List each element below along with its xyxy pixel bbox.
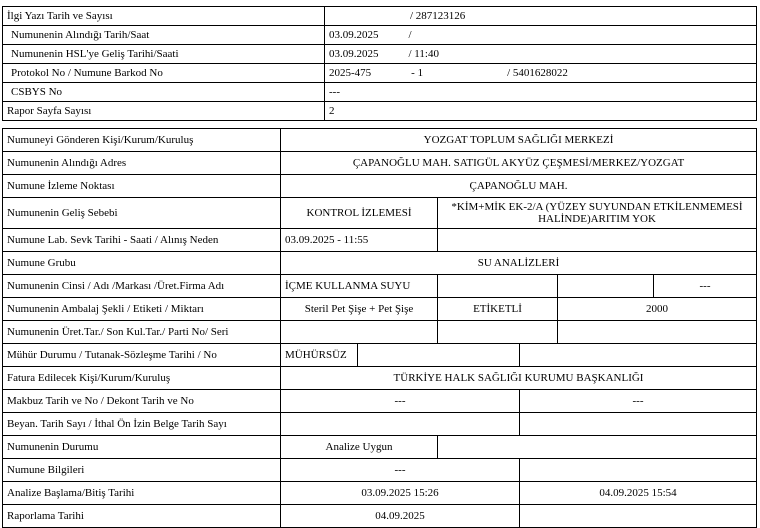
field-label: Raporlama Tarihi	[3, 505, 281, 528]
sample-brand	[558, 275, 654, 298]
packaging-type: Steril Pet Şişe + Pet Şişe	[281, 298, 438, 321]
reference-number: / 287123126	[410, 10, 466, 22]
field-label: İlgi Yazı Tarih ve Sayısı	[3, 7, 325, 26]
field-label: Numunenin Cinsi / Adı /Markası /Üret.Firma Adı	[3, 275, 281, 298]
protocol-part: - 1	[411, 67, 424, 79]
field-label: Numunenin Durumu	[3, 436, 281, 459]
table-row	[3, 129, 757, 152]
declaration-value	[281, 413, 520, 436]
receipt-value: ---	[281, 390, 520, 413]
field-label: Protokol No / Numune Barkod No	[3, 64, 325, 83]
field-value: ---	[325, 83, 757, 102]
field-label: Numune Lab. Sevk Tarihi - Saati / Alınış Neden	[3, 229, 281, 252]
table-row	[3, 45, 757, 64]
table-row	[3, 198, 757, 229]
condition-value: Analize Uygun	[281, 436, 438, 459]
minutes-date	[358, 344, 520, 367]
sample-name	[438, 275, 558, 298]
table-row	[3, 367, 757, 390]
field-label: Makbuz Tarih ve No / Dekont Tarih ve No	[3, 390, 281, 413]
lab-ship-reason	[438, 229, 757, 252]
table-row	[3, 26, 757, 45]
sample-kind: İÇME KULLANMA SUYU	[281, 275, 438, 298]
analysis-end: 04.09.2025 15:54	[520, 482, 757, 505]
report-date-extra	[520, 505, 757, 528]
field-label: Numunenin Üret.Tar./ Son Kul.Tar./ Parti No/ Seri	[3, 321, 281, 344]
field-label: Numune Bilgileri	[3, 459, 281, 482]
info-value: ---	[281, 459, 520, 482]
collection-date: 03.09.2025	[329, 29, 379, 41]
report-date-value: 04.09.2025	[281, 505, 520, 528]
lab-ship-value: 03.09.2025 - 11:55	[281, 229, 438, 252]
field-label: Mühür Durumu / Tutanak-Sözleşme Tarihi / No	[3, 344, 281, 367]
field-value	[325, 26, 757, 45]
field-value	[325, 64, 757, 83]
table-row	[3, 459, 757, 482]
field-label: Numunenin Alındığı Adres	[3, 152, 281, 175]
sample-header-table	[2, 6, 757, 121]
manufacturer: ---	[654, 275, 757, 298]
condition-note	[438, 436, 757, 459]
analysis-start: 03.09.2025 15:26	[281, 482, 520, 505]
table-row	[3, 7, 757, 26]
field-value: 2	[325, 102, 757, 121]
production-date	[281, 321, 438, 344]
address-value: ÇAPANOĞLU MAH. SATIGÜL AKYÜZ ÇEŞMESİ/MERKEZ/YOZGAT	[281, 152, 757, 175]
field-label: Analize Başlama/Bitiş Tarihi	[3, 482, 281, 505]
table-row	[3, 298, 757, 321]
table-row	[3, 505, 757, 528]
table-row	[3, 482, 757, 505]
seal-status: MÜHÜRSÜZ	[281, 344, 358, 367]
field-label: CSBYS No	[3, 83, 325, 102]
table-row	[3, 436, 757, 459]
field-label: Numunenin Alındığı Tarih/Saat	[3, 26, 325, 45]
field-label: Numune Grubu	[3, 252, 281, 275]
field-label: Numune İzleme Noktası	[3, 175, 281, 198]
field-value	[325, 7, 757, 26]
reason-value: KONTROL İZLEMESİ	[281, 198, 438, 229]
arrival-time: / 11:40	[408, 48, 439, 60]
reason-detail: *KİM+MİK EK-2/A (YÜZEY SUYUNDAN ETKİLENMEMESİ HALİNDE)ARITIM YOK	[438, 198, 757, 229]
monitoring-point-value: ÇAPANOĞLU MAH.	[281, 175, 757, 198]
packaging-label: ETİKETLİ	[438, 298, 558, 321]
field-label: Numunenin Ambalaj Şekli / Etiketi / Miktarı	[3, 298, 281, 321]
field-label: Numuneyi Gönderen Kişi/Kurum/Kuruluş	[3, 129, 281, 152]
minutes-number	[520, 344, 757, 367]
field-label: Fatura Edilecek Kişi/Kurum/Kuruluş	[3, 367, 281, 390]
table-row	[3, 102, 757, 121]
table-row	[3, 83, 757, 102]
table-row	[3, 344, 757, 367]
table-row	[3, 252, 757, 275]
sender-value: YOZGAT TOPLUM SAĞLIĞI MERKEZİ	[281, 129, 757, 152]
table-row	[3, 175, 757, 198]
field-label: Beyan. Tarih Sayı / İthal Ön İzin Belge Tarih Sayı	[3, 413, 281, 436]
collection-time: /	[408, 29, 412, 41]
invoice-value: TÜRKİYE HALK SAĞLIĞI KURUMU BAŞKANLIĞI	[281, 367, 757, 390]
info-extra	[520, 459, 757, 482]
barcode-number: / 5401628022	[507, 67, 568, 79]
table-row	[3, 413, 757, 436]
protocol-number: 2025-475	[329, 67, 372, 79]
table-row	[3, 275, 757, 298]
import-permit-value	[520, 413, 757, 436]
batch-number	[558, 321, 757, 344]
field-label: Numunenin Geliş Sebebi	[3, 198, 281, 229]
table-row	[3, 390, 757, 413]
packaging-amount: 2000	[558, 298, 757, 321]
field-label: Numunenin HSL'ye Geliş Tarihi/Saati	[3, 45, 325, 64]
group-value: SU ANALİZLERİ	[281, 252, 757, 275]
field-label: Rapor Sayfa Sayısı	[3, 102, 325, 121]
table-row	[3, 64, 757, 83]
table-row	[3, 321, 757, 344]
table-row	[3, 152, 757, 175]
expiry-date	[438, 321, 558, 344]
table-row	[3, 229, 757, 252]
arrival-date: 03.09.2025	[329, 48, 379, 60]
field-value	[325, 45, 757, 64]
sample-details-table	[2, 128, 757, 528]
dekont-value: ---	[520, 390, 757, 413]
